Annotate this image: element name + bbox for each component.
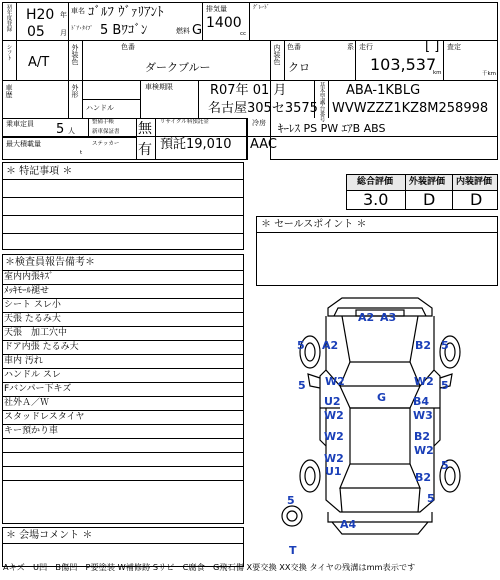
mileage-label: 走行 — [359, 43, 373, 51]
maintenance-label: 整備手帳 — [92, 119, 115, 125]
thousand-km-unit: 千km — [482, 71, 497, 77]
damage-mark: A2 — [358, 311, 375, 324]
max-load-unit: t — [80, 150, 83, 156]
damage-mark: W2 — [324, 430, 344, 443]
interior-color: クロ — [288, 61, 310, 74]
inspector-report-title: ＊検査員報告備考＊ — [5, 257, 95, 268]
exterior-score-label: 外装評価 — [409, 177, 446, 187]
interior-score: D — [470, 190, 483, 209]
first-reg-label: 初年度登録 — [5, 4, 12, 32]
damage-mark: B4 — [413, 395, 430, 408]
license-plate: 名古屋305セ3575 — [208, 101, 318, 116]
damage-mark: B2 — [415, 339, 432, 352]
inspection-label: 査定 — [447, 43, 461, 51]
car-damage-diagram — [280, 290, 480, 550]
total-score-label: 総合評価 — [357, 177, 394, 187]
venue-comment-title: ＊ 会場コメント ＊ — [6, 530, 93, 541]
chassis-label: 車台番号 — [318, 100, 325, 122]
month-value: 05 — [27, 24, 45, 40]
displacement-unit: cc — [240, 31, 247, 37]
exterior-score: D — [423, 190, 436, 209]
damage-mark: W2 — [414, 444, 434, 457]
damage-mark: G — [377, 391, 387, 404]
recycle-value: 預託19,010 — [160, 137, 232, 152]
side-number: 5 — [441, 339, 449, 352]
door-type: 5 Bﾜｺﾞﾝ — [100, 23, 148, 38]
inspection-expiry-label: 車検期限 — [145, 83, 173, 91]
side-number: 5 — [441, 379, 449, 392]
equipment: ｷｰﾚｽ PS PW ｴｱB ABS — [278, 122, 386, 135]
inspector-note-item: ハンドル スレ — [4, 370, 61, 380]
mileage-bracket: [ ] — [425, 39, 440, 54]
car-name: ｺﾞﾙﾌ ｳﾞｧﾘｱﾝﾄ — [88, 5, 164, 20]
inspector-note-item: 社外Ａ／Ｗ — [4, 398, 50, 408]
shift-value: A/T — [28, 55, 50, 70]
sticker-value: 有 — [138, 142, 152, 158]
side-number: 5 — [298, 379, 306, 392]
year-value: H20 — [26, 7, 55, 23]
side-number: 5 — [287, 494, 295, 507]
damage-mark: U2 — [324, 395, 341, 408]
exterior-color: ダークブルー — [145, 61, 211, 74]
fuel-value: G — [192, 23, 203, 38]
grade-label: ｸﾞﾚｰﾄﾞ — [253, 5, 270, 11]
total-score: 3.0 — [363, 190, 389, 209]
displacement-label: 排気量 — [206, 5, 227, 13]
side-number: 5 — [297, 339, 305, 352]
door-type-label: ﾄﾞｱ･ﾀｲﾌﾟ — [71, 26, 94, 32]
displacement-value: 1400 — [206, 15, 242, 31]
warranty-label: 新車保証書 — [92, 129, 120, 135]
exterior-label: 外装色 — [71, 44, 79, 65]
interior-suffix: 系 — [347, 43, 354, 51]
chassis-number: WVWZZZ1KZ8M258998 — [332, 101, 489, 116]
capacity-label: 乗車定員 — [6, 120, 34, 128]
mileage-value: 103,537 — [370, 55, 437, 74]
damage-mark: W2 — [324, 409, 344, 422]
interior-score-label: 内装評価 — [456, 177, 493, 187]
capacity-unit: 人 — [68, 127, 75, 135]
fuel-label: 燃料 — [176, 27, 190, 35]
side-number: 5 — [441, 459, 449, 472]
ac-value: AAC — [250, 137, 277, 152]
shape-label: 外形 — [71, 84, 79, 98]
damage-mark: W2 — [324, 452, 344, 465]
inspector-note-item: 車内 汚れ — [4, 356, 43, 366]
color-no-label: 色番 — [121, 43, 135, 51]
model-label: 基本型式 — [318, 82, 325, 104]
inspection-expiry: R07年 01 月 — [210, 83, 287, 98]
damage-mark: A4 — [340, 518, 357, 531]
inspector-note-item: スタッドレスタイヤ — [4, 412, 85, 422]
inspector-note-item: 天張 加工穴中 — [4, 328, 68, 338]
sticker-label: ステッカー — [92, 141, 120, 147]
damage-mark: W3 — [413, 409, 433, 422]
capacity-value: 5 — [56, 122, 65, 137]
inspector-note-item: ﾒｯｷﾓｰﾙ褪せ — [4, 286, 50, 296]
model-code: ABA-1KBLG — [346, 83, 421, 98]
year-unit: 年 — [60, 11, 67, 19]
history-label: 車歴 — [5, 84, 13, 98]
inspector-note-item: キー預かり車 — [4, 426, 59, 436]
sales-point-title: ＊ セールスポイント ＊ — [261, 219, 367, 230]
inspector-note-item: 室内内張ｷｽﾞ — [4, 272, 54, 282]
recycle-label: リサイクル料預託金 — [160, 119, 209, 125]
maintenance-value: 無 — [138, 121, 152, 137]
shift-label: シフト — [5, 44, 12, 61]
damage-mark: B2 — [414, 430, 431, 443]
special-notes-title: ＊ 特記事項 ＊ — [6, 166, 73, 177]
handle-label: ハンドル — [86, 104, 114, 112]
damage-mark: T — [289, 544, 297, 557]
damage-mark: A3 — [380, 311, 397, 324]
damage-mark: U1 — [325, 465, 342, 478]
inspector-note-item: ドア内張 たるみ大 — [4, 342, 79, 352]
inspector-note-item: シート スレ小 — [4, 300, 61, 310]
cooling-label: 冷房 — [252, 119, 266, 127]
side-number: 5 — [427, 492, 435, 505]
month-unit: 月 — [60, 29, 67, 37]
damage-mark: W2 — [414, 375, 434, 388]
damage-mark: B2 — [415, 471, 432, 484]
interior-label: 内装色 — [273, 44, 281, 65]
damage-mark: A2 — [322, 339, 339, 352]
damage-mark: W2 — [325, 375, 345, 388]
inspector-note-item: Fバンパー下キズ — [4, 384, 72, 394]
mileage-unit: km — [433, 70, 442, 76]
damage-legend: Aキズ U凹 B傷凹 P要塗装 W補修跡 Sサビ C腐食 G飛石傷 X要交換 XX交換 タイヤの残溝はmm表示です — [3, 562, 416, 572]
car-name-label: 車名 — [71, 7, 85, 15]
inspector-note-item: 天張 たるみ大 — [4, 314, 61, 324]
interior-color-no-label: 色番 — [287, 43, 301, 51]
max-load-label: 最大積載量 — [6, 140, 41, 148]
